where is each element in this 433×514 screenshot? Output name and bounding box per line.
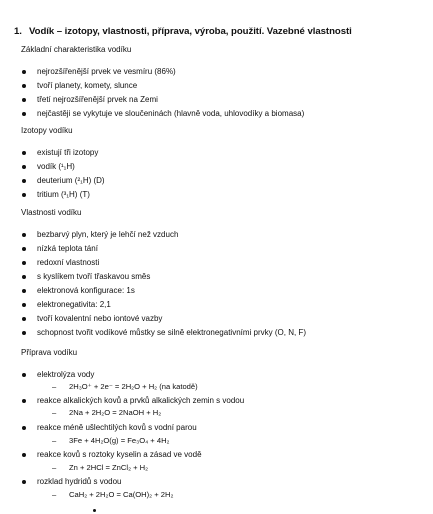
bullet-icon	[22, 317, 26, 321]
bullet-icon	[22, 112, 26, 116]
bullet-icon	[22, 151, 26, 155]
dash-marker: –	[52, 436, 57, 445]
bullet-icon	[22, 426, 26, 430]
bullet-icon	[22, 453, 26, 457]
bullet-icon	[22, 373, 26, 377]
dash-marker: –	[52, 408, 57, 417]
bullet-icon	[22, 179, 26, 183]
bullet-icon	[22, 98, 26, 102]
dash-marker: –	[52, 463, 57, 472]
bullet-icon	[22, 303, 26, 307]
bullet-icon	[22, 331, 26, 335]
document-page: 1. Vodík – izotopy, vlastnosti, příprava, výroba, použití. Vazebné vlastnosti Základní charakteristika vodíku nejrozšířenější prvek ve vesmíru (86%) tvoří planety, komety, slunce třetí nejrozšířenější prvek na Zemi nejčastěji se vykytuje ve sloučeninách (hlavně voda, uhlovodíky a biomasa) Izotopy vodíku existují tři izotopy vodík (¹₁H) deuterium (²₁H) (D) tritium (³₁H) (T) Vlastnosti vodíku bezbarvý plyn, který je lehčí než vzduch nízká teplota tání redoxní vlastnosti s kyslíkem tvoří třaskavou směs elektronová konfigurace: 1s elektronegativita: 2,1 tvoří kovalentní nebo iontové vazby schopnost tvořit vodíkové můstky se silně elektronegativními prvky (O, N, F) Příprava vodíku elektrolýza vody – 2H₃O⁺ + 2e⁻ = 2H₂O + H₂ (na katodě) reakce alkalických kovů a prvků alkalických zemin s vodou – 2Na + 2H₂O = 2NaOH + H₂ reakce méně ušlechtilých kovů s vodní parou – 3Fe + 4H₂O(g) = Fe₃O₄ + 4H₂ reakce kovů s roztoky kyselin a zásad ve vodě – Zn + 2HCl = ZnCl₂ + H₂ rozklad hydridů s vodou – CaH₂ + 2H₂O = Ca(OH)₂ + 2H₂	[0, 0, 433, 514]
bullet-icon	[22, 289, 26, 293]
bullet-icon	[22, 193, 26, 197]
section-title-isotopes: Izotopy vodíku	[21, 126, 73, 135]
heading-number: 1.	[14, 26, 22, 37]
bullet-icon	[22, 399, 26, 403]
page-heading	[14, 26, 352, 37]
bullet-icon	[22, 261, 26, 265]
bullet-icon	[22, 480, 26, 484]
bullet-icon	[22, 247, 26, 251]
section-title-preparation: Příprava vodíku	[21, 348, 78, 357]
bullet-icon	[22, 275, 26, 279]
bullet-icon	[22, 84, 26, 88]
bullet-icon	[22, 70, 26, 74]
heading-text: Vodík – izotopy, vlastnosti, příprava, výroba, použití. Vazebné vlastnosti	[29, 26, 352, 37]
section-title-properties: Vlastnosti vodíku	[21, 208, 82, 217]
bullet-icon	[93, 509, 96, 512]
section-title-basic: Základní charakteristika vodíku	[21, 45, 132, 54]
bullet-icon	[22, 233, 26, 237]
dash-marker: –	[52, 490, 57, 499]
bullet-icon	[22, 165, 26, 169]
dash-marker: –	[52, 382, 57, 391]
